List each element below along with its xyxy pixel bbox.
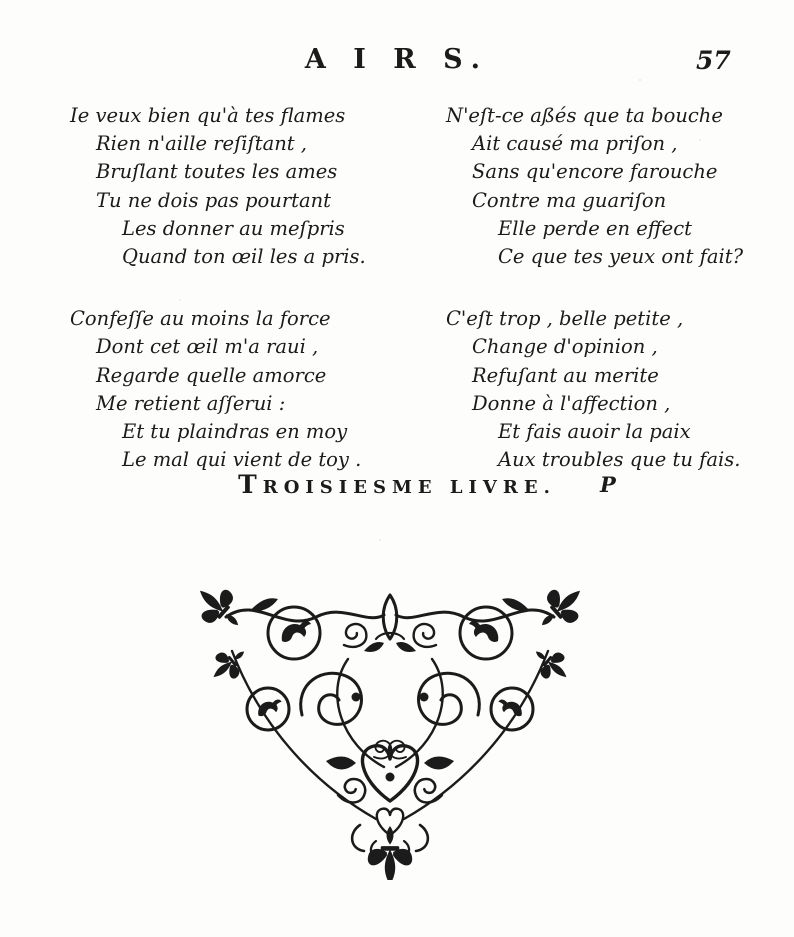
section-title: [0, 470, 794, 499]
gathering-signature: P: [600, 472, 616, 497]
section-title-initial: T: [238, 470, 263, 499]
stanza: [446, 305, 794, 474]
printer-tailpiece-ornament: [198, 580, 582, 880]
poem-line: Regarde quelle amorce: [96, 363, 327, 387]
poem-line: Dont cet œil m'a raui ,: [96, 335, 319, 359]
poem-line: Le mal qui vient de toy .: [122, 448, 362, 472]
poem-line: Et fais auoir la paix: [498, 420, 691, 444]
poem-line: Me retient aſſerui :: [96, 391, 286, 415]
poem-line: Contre ma guariſon: [472, 188, 667, 212]
page-number: 57: [696, 46, 731, 75]
poem-line: Refuſant au merite: [472, 363, 659, 387]
poem-line: Aux troubles que tu fais.: [498, 448, 741, 472]
poem-line: N'eſt-ce aßés que ta bouche: [446, 104, 723, 127]
stanza: [446, 102, 794, 271]
poem-line: Confeſſe au moins la force: [70, 307, 331, 331]
poem-line: Ce que tes yeux ont fait?: [498, 245, 744, 269]
poem-line: Les donner au meſpris: [122, 216, 345, 240]
poem-line: Ait causé ma priſon ,: [472, 132, 678, 156]
poem-line: Elle perde en effect: [498, 216, 692, 240]
poem-line: C'eſt trop , belle petite ,: [446, 307, 684, 331]
poem-line: Tu ne dois pas pourtant: [96, 188, 331, 212]
section-title-rest: ROISIESME LIVRE.: [262, 477, 556, 498]
tailpiece-arabesque-icon: [198, 580, 582, 880]
poem-line: Ie veux bien qu'à tes flames: [70, 104, 346, 127]
poem-line: Change d'opinion ,: [472, 335, 658, 359]
poem-line: Quand ton œil les a pris.: [122, 245, 366, 269]
poem-line: Rien n'aille reſiſtant ,: [96, 132, 307, 156]
poem-column-right: [446, 102, 794, 474]
poem-line: Et tu plaindras en moy: [122, 420, 348, 444]
poem-column-left: [70, 102, 420, 474]
poem-line: Donne à l'affection ,: [472, 391, 671, 415]
stanza: [70, 102, 420, 271]
poem-line: Sans qu'encore farouche: [472, 160, 718, 184]
stanza: [70, 305, 420, 474]
running-head-title: A I R S.: [304, 44, 490, 75]
poem-line: Bruſlant toutes les ames: [96, 160, 338, 184]
